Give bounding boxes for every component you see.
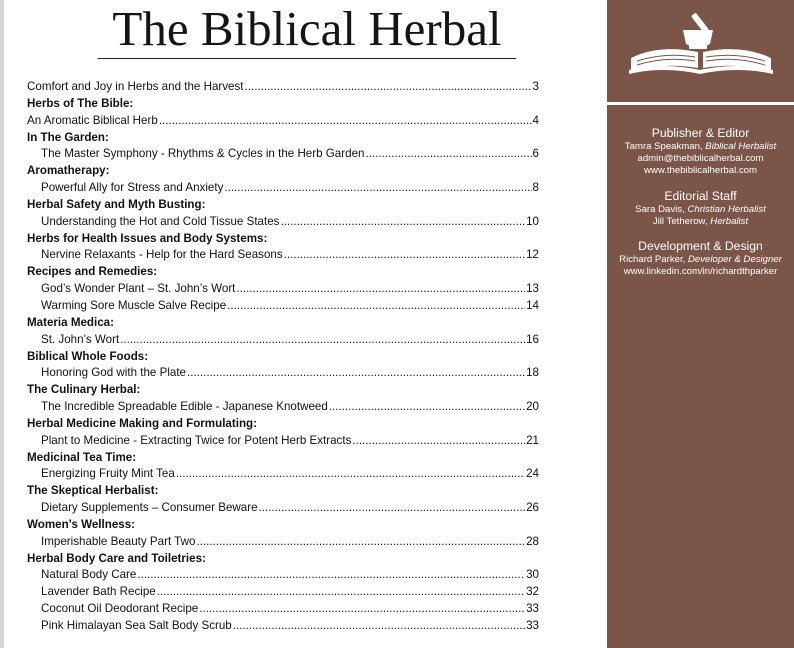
toc-section-heading xyxy=(27,517,539,534)
dot-leader xyxy=(245,79,532,96)
toc-page-number: 12 xyxy=(526,248,539,262)
toc-section-label: Aromatherapy: xyxy=(27,164,110,178)
page-edge xyxy=(0,0,4,648)
toc-section-label: Biblical Whole Foods: xyxy=(27,349,149,363)
toc-entry-title: Plant to Medicine - Extracting Twice for Potent Herb Extracts xyxy=(41,433,352,447)
toc-entry[interactable] xyxy=(27,433,539,450)
dot-leader xyxy=(120,332,525,349)
toc-section-label: Herbs for Health Issues and Body Systems: xyxy=(27,231,268,245)
toc-page-number: 16 xyxy=(526,332,539,346)
publisher-website[interactable]: www.thebiblicalherbal.com xyxy=(643,165,758,177)
toc-entry[interactable] xyxy=(27,601,539,618)
sidebar-divider xyxy=(607,102,794,105)
toc-entry-title: Imperishable Beauty Part Two xyxy=(41,534,196,548)
toc-entry-title: Coconut Oil Deodorant Recipe xyxy=(41,602,199,616)
toc-entry-title: The Incredible Spreadable Edible - Japanese Knotweed xyxy=(41,400,328,414)
publisher-email[interactable]: admin@thebiblicalherbal.com xyxy=(637,153,764,165)
dot-leader xyxy=(233,618,525,635)
toc-section-heading xyxy=(27,349,539,366)
toc-entry-title: The Master Symphony - Rhythms & Cycles in the Herb Garden xyxy=(41,147,365,161)
toc-section-heading xyxy=(27,416,539,433)
toc-section-heading xyxy=(27,264,539,281)
toc-section-label: The Culinary Herbal: xyxy=(27,383,141,397)
toc-entry[interactable] xyxy=(27,146,539,163)
open-book-mortar-pestle-icon xyxy=(607,0,794,102)
dot-leader xyxy=(259,500,526,517)
toc-section-heading xyxy=(27,450,539,467)
dot-leader xyxy=(187,365,525,382)
toc-section-label: Recipes and Remedies: xyxy=(27,265,158,279)
toc-section-heading xyxy=(27,130,539,147)
toc-entry[interactable] xyxy=(27,180,539,197)
toc-page-number: 21 xyxy=(526,433,539,447)
staff-heading: Editorial Staff xyxy=(664,188,737,203)
toc-entry-title: Warming Sore Muscle Salve Recipe xyxy=(41,298,227,312)
toc-page-number: 14 xyxy=(526,298,539,312)
staff-member-1: Sara Davis, Christian Herbalist xyxy=(635,203,766,215)
toc-entry[interactable] xyxy=(27,247,539,264)
toc-section-label: Herbs of The Bible: xyxy=(27,96,134,110)
toc-entry-title: God’s Wonder Plant – St. John’s Wort xyxy=(41,282,236,296)
dot-leader xyxy=(280,214,525,231)
table-of-contents xyxy=(27,79,539,635)
toc-entry-title: St. John’s Wort xyxy=(41,332,120,346)
dot-leader xyxy=(157,584,525,601)
toc-entry-title: Natural Body Care xyxy=(41,568,137,582)
toc-entry-title: An Aromatic Biblical Herb xyxy=(27,113,158,127)
title-underline xyxy=(98,58,516,59)
toc-entry-title: Dietary Supplements – Consumer Beware xyxy=(41,501,258,515)
toc-page-number: 24 xyxy=(526,467,539,481)
toc-page-number: 3 xyxy=(532,80,539,93)
credits xyxy=(607,126,794,278)
toc-entry[interactable] xyxy=(27,79,539,96)
toc-page-number: 6 xyxy=(532,147,539,161)
toc-section-label: Herbal Medicine Making and Formulating: xyxy=(27,416,257,430)
developer-name: Richard Parker, Developer & Designer xyxy=(619,254,782,266)
toc-entry[interactable] xyxy=(27,113,539,130)
dot-leader xyxy=(236,281,525,298)
toc-section-heading xyxy=(27,96,539,113)
dot-leader xyxy=(329,399,525,416)
dot-leader xyxy=(196,534,525,551)
toc-section-heading xyxy=(27,551,539,568)
toc-entry-title: Lavender Bath Recipe xyxy=(41,585,156,599)
toc-page-number: 8 xyxy=(532,181,539,195)
toc-page-number: 18 xyxy=(526,366,539,380)
toc-page-number: 28 xyxy=(526,534,539,548)
staff-member-2: Jill Tetherow, Herbalist xyxy=(652,215,749,227)
toc-entry[interactable] xyxy=(27,214,539,231)
dot-leader xyxy=(199,601,525,618)
magazine-title: The Biblical Herbal xyxy=(112,1,502,56)
publisher-name: Tamra Speakman, Biblical Herbalist xyxy=(624,141,777,152)
toc-section-label: The Skeptical Herbalist: xyxy=(27,484,159,498)
toc-section-label: Medicinal Tea Time: xyxy=(27,450,137,464)
toc-section-label: Herbal Safety and Myth Busting: xyxy=(27,197,206,211)
toc-page-number: 32 xyxy=(526,585,539,599)
toc-section-heading xyxy=(27,382,539,399)
toc-page-number: 10 xyxy=(526,214,539,228)
toc-entry[interactable] xyxy=(27,365,539,382)
dot-leader xyxy=(224,180,531,197)
toc-entry-title: Pink Himalayan Sea Salt Body Scrub xyxy=(41,619,232,632)
dot-leader xyxy=(352,433,525,450)
toc-page-number: 20 xyxy=(526,400,539,414)
dot-leader xyxy=(159,113,532,130)
toc-entry[interactable] xyxy=(27,618,539,635)
dot-leader xyxy=(284,247,525,264)
toc-entry[interactable] xyxy=(27,281,539,298)
toc-entry-title: Understanding the Hot and Cold Tissue States xyxy=(41,214,280,228)
dot-leader xyxy=(365,146,531,163)
toc-entry[interactable] xyxy=(27,534,539,551)
toc-page-number: 26 xyxy=(526,501,539,515)
toc-entry[interactable] xyxy=(27,332,539,349)
dot-leader xyxy=(176,466,525,483)
toc-entry[interactable] xyxy=(27,567,539,584)
toc-section-heading xyxy=(27,315,539,332)
sidebar xyxy=(607,0,794,648)
development-heading: Development & Design xyxy=(638,239,763,254)
toc-section-heading xyxy=(27,197,539,214)
developer-link[interactable]: www.linkedin.com/in/richardthparker xyxy=(623,266,778,278)
toc-page-number: 13 xyxy=(526,282,539,296)
toc-entry-title: Powerful Ally for Stress and Anxiety xyxy=(41,181,224,195)
toc-entry-title: Honoring God with the Plate xyxy=(41,366,187,380)
toc-section-label: Women’s Wellness: xyxy=(27,517,136,531)
toc-section-label: Materia Medica: xyxy=(27,315,114,329)
toc-entry[interactable] xyxy=(27,466,539,483)
publisher-heading: Publisher & Editor xyxy=(651,126,750,140)
toc-section-heading xyxy=(27,163,539,180)
toc-entry-title: Energizing Fruity Mint Tea xyxy=(41,467,175,481)
dot-leader xyxy=(137,567,525,584)
toc-section-heading xyxy=(27,483,539,500)
toc-entry[interactable] xyxy=(27,500,539,517)
dot-leader xyxy=(227,298,525,315)
toc-entry[interactable] xyxy=(27,298,539,315)
toc-entry[interactable] xyxy=(27,399,539,416)
toc-section-heading xyxy=(27,231,539,248)
toc-entry-title: Nervine Relaxants - Help for the Hard Seasons xyxy=(41,248,283,262)
toc-entry[interactable] xyxy=(27,584,539,601)
toc-page-number: 30 xyxy=(526,568,539,582)
toc-entry-title: Comfort and Joy in Herbs and the Harvest xyxy=(27,80,244,93)
toc-page-number: 4 xyxy=(532,113,539,127)
toc-section-label: In The Garden: xyxy=(27,130,109,144)
toc-section-label: Herbal Body Care and Toiletries: xyxy=(27,551,206,565)
toc-page-number: 33 xyxy=(526,619,539,632)
toc-page-number: 33 xyxy=(526,602,539,616)
